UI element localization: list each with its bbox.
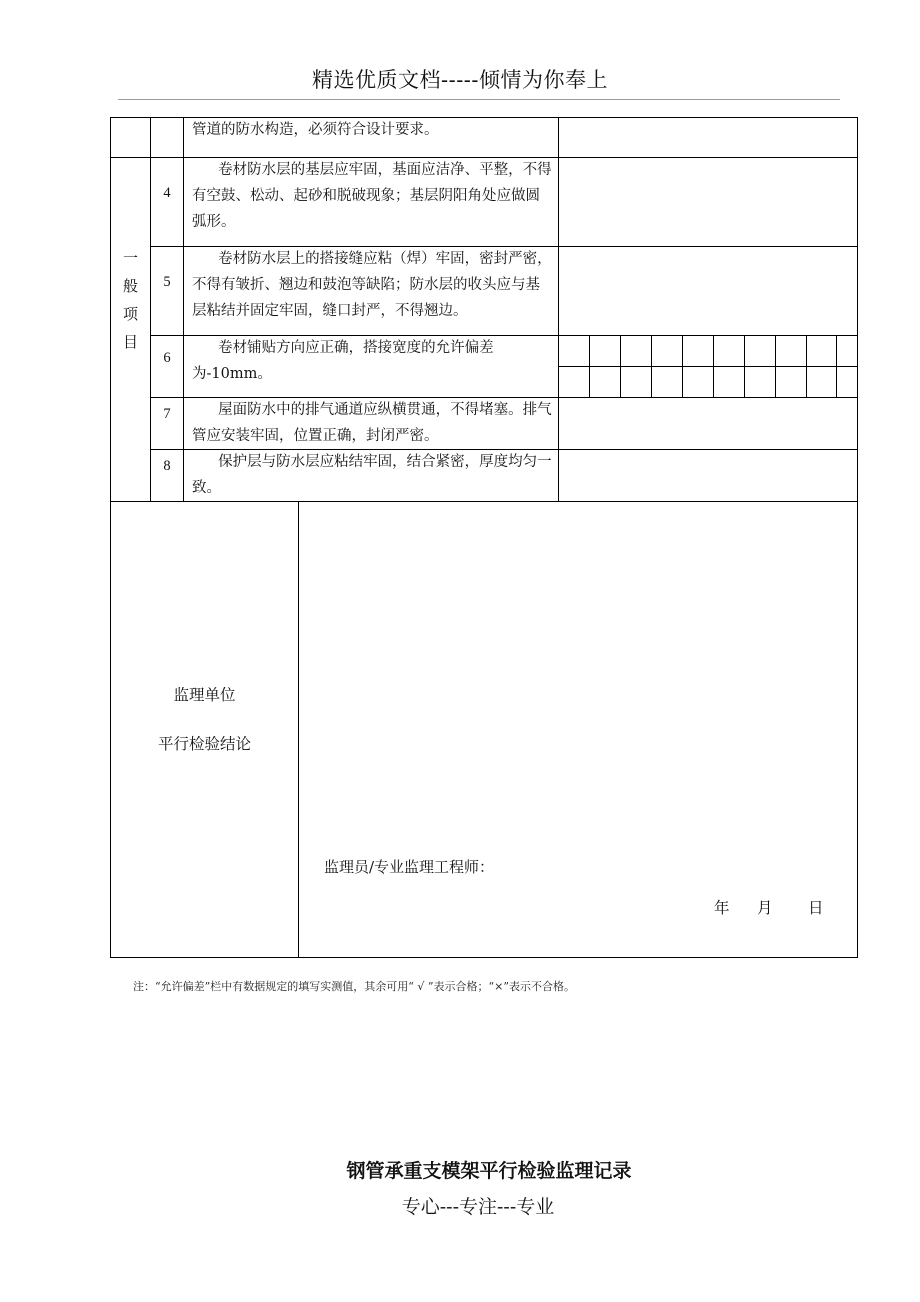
page-header-title: 精选优质文档-----倾情为你奉上 — [312, 68, 608, 92]
supervision-unit-label: 监理单位 — [173, 686, 236, 704]
col-divider — [298, 501, 299, 957]
item-text: 屋面防水中的排气通道应纵横贯通，不得堵塞。排气管应安装牢固，位置正确，封闭严密。 — [192, 402, 552, 444]
deviation-grid-line — [836, 335, 837, 397]
deviation-grid-line — [620, 335, 621, 397]
row-divider — [110, 501, 857, 502]
label-char: 般 — [122, 277, 138, 295]
deviation-grid-line — [651, 335, 652, 397]
item-number: 8 — [163, 458, 171, 474]
col-divider — [183, 117, 184, 501]
next-document-title: 钢管承重支模架平行检验监理记录 — [346, 1160, 632, 1182]
deviation-grid-line — [775, 335, 776, 397]
col-divider — [558, 117, 559, 501]
item-number: 7 — [163, 406, 171, 422]
table-note: 注：“允许偏差”栏中有数据规定的填写实测值，其余可用“ √ ”表示合格；“×”表示不合格。 — [133, 980, 575, 993]
item-number: 4 — [163, 185, 171, 201]
item-text: 保护层与防水层应粘结牢固，结合紧密，厚度均匀一致。 — [192, 454, 552, 496]
item-text: 管道的防水构造，必须符合设计要求。 — [192, 122, 439, 138]
item-text: 卷材铺贴方向应正确，搭接宽度的允许偏差为-10mm。 — [192, 340, 494, 382]
label-char: 项 — [122, 305, 138, 323]
item-number: 6 — [163, 350, 171, 366]
col-divider — [150, 117, 151, 501]
day-label: 日 — [808, 899, 824, 917]
deviation-grid-line — [589, 335, 590, 397]
deviation-grid-line — [806, 335, 807, 397]
item-number: 5 — [163, 274, 171, 290]
page-footer: 专心---专注---专业 — [401, 1196, 555, 1218]
parallel-inspection-conclusion-label: 平行检验结论 — [157, 735, 251, 753]
item-text: 卷材防水层上的搭接缝应粘（焊）牢固，密封严密，不得有皱折、翘边和鼓泡等缺陷；防水层的收头应与基层粘结并固定牢固，缝口封严，不得翘边。 — [192, 251, 552, 319]
table-frame — [110, 117, 858, 958]
supervisor-signature-label: 监理员/专业监理工程师： — [324, 858, 495, 876]
item-text: 卷材防水层的基层应牢固，基面应洁净、平整，不得有空鼓、松动、起砂和脱破现象；基层阴阳角处应做圆弧形。 — [192, 162, 552, 230]
general-items-label — [111, 244, 150, 356]
label-char: 一 — [122, 249, 138, 267]
row-divider — [558, 366, 857, 367]
deviation-grid-line — [682, 335, 683, 397]
label-char: 目 — [122, 333, 138, 351]
month-label: 月 — [757, 899, 773, 917]
deviation-grid-line — [744, 335, 745, 397]
deviation-grid-line — [713, 335, 714, 397]
year-label: 年 — [714, 899, 730, 917]
header-rule — [118, 99, 840, 100]
